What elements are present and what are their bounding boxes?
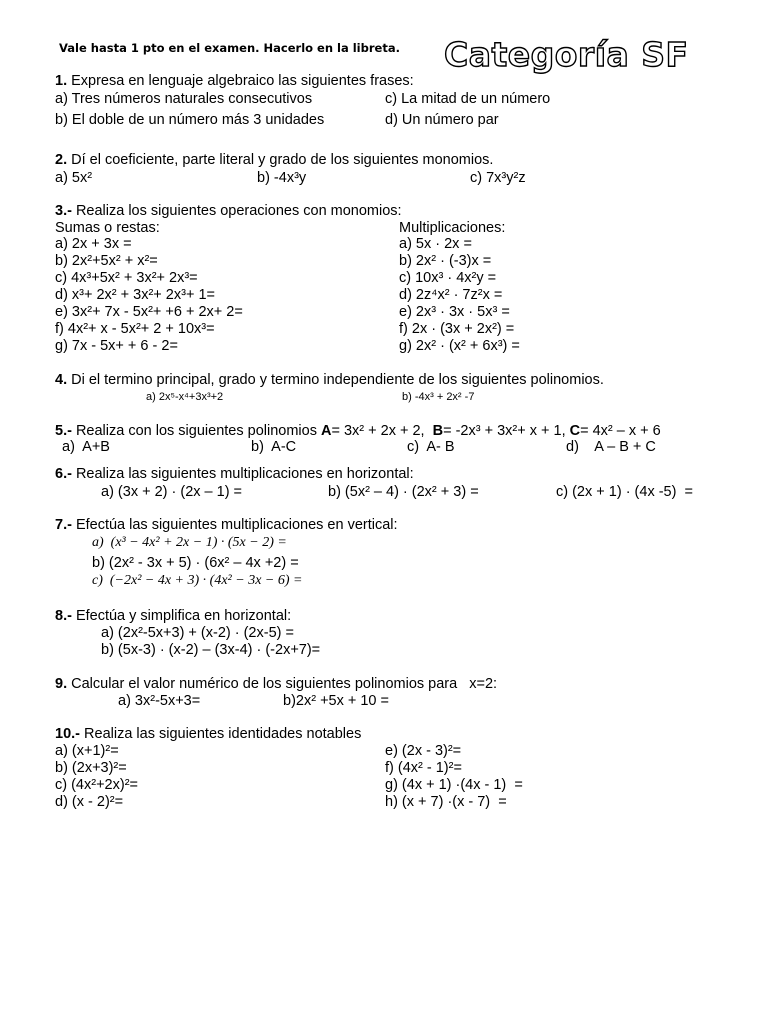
q5-poly-a-label: A bbox=[320, 423, 332, 439]
q8-item-a: a) (2x²-5x+3) + (x-2) · (2x-5) = bbox=[101, 625, 294, 641]
q10-right-item: e) (2x - 3)²= bbox=[385, 743, 462, 759]
q3-left-item: c) 4x³+5x² + 3x²+ 2x³= bbox=[55, 270, 198, 286]
q1-title: Expresa en lenguaje algebraico las siguientes frases: bbox=[67, 73, 414, 89]
q5-poly-c-label: C bbox=[569, 423, 581, 439]
q7-heading bbox=[55, 518, 398, 533]
q4-title: Di el termino principal, grado y termino independiente de los siguientes polinomios. bbox=[67, 372, 604, 388]
q1-item-a: a) Tres números naturales consecutivos bbox=[55, 91, 313, 107]
q4-item-a: a) 2x⁵-x⁴+3x³+2 bbox=[146, 391, 224, 403]
q10-left-item: b) (2x+3)²= bbox=[55, 760, 127, 776]
q2-item-a: a) 5x² bbox=[55, 170, 93, 186]
category-title: Categoría SF bbox=[444, 35, 689, 74]
q3-right-item: c) 10x³ · 4x²y = bbox=[399, 270, 497, 286]
q10-heading bbox=[55, 727, 361, 742]
q10-title: Realiza las siguientes identidades notables bbox=[80, 726, 362, 742]
q5-item-d: d) A – B + C bbox=[566, 439, 656, 455]
q4-item-b: b) -4x³ + 2x² -7 bbox=[402, 391, 475, 403]
q6-heading bbox=[55, 467, 414, 482]
q1-item-d: d) Un número par bbox=[385, 112, 499, 128]
q5-item-b: b) A-C bbox=[251, 439, 297, 455]
q6-title: Realiza las siguientes multiplicaciones en horizontal: bbox=[71, 466, 414, 482]
q2-item-b: b) -4x³y bbox=[257, 170, 307, 186]
q5-poly-a: = 3x² + 2x + 2, bbox=[331, 423, 433, 439]
q7-item-b: b) (2x² - 3x + 5) · (6x² – 4x +2) = bbox=[92, 555, 299, 571]
q8-item-b: b) (5x-3) · (x-2) – (3x-4) · (-2x+7)= bbox=[101, 642, 321, 658]
q9-title: Calcular el valor numérico de los siguientes polinomios para x=2: bbox=[67, 676, 498, 692]
q5-poly-c: = 4x² – x + 6 bbox=[580, 423, 661, 439]
q8-heading bbox=[55, 609, 291, 624]
q3-right-item: e) 2x³ · 3x · 5x³ = bbox=[399, 304, 510, 320]
q3-left-item: f) 4x²+ x - 5x²+ 2 + 10x³= bbox=[55, 321, 215, 337]
q6-number: 6.- bbox=[55, 466, 72, 482]
q3-right-item: d) 2z⁴x² · 7z²x = bbox=[399, 287, 503, 303]
q3-left-item: b) 2x²+5x² + x²= bbox=[55, 253, 158, 269]
q9-item-a: a) 3x²-5x+3= bbox=[118, 693, 201, 709]
q7-item-c: c) (−2x² − 4x + 3) · (4x² − 3x − 6) = bbox=[92, 573, 303, 588]
q3-title: Realiza los siguientes operaciones con monomios: bbox=[71, 203, 402, 219]
q3-right-item: b) 2x² · (-3)x = bbox=[399, 253, 492, 269]
q3-left-item: g) 7x - 5x+ + 6 - 2= bbox=[55, 338, 178, 354]
q4-number: 4. bbox=[55, 372, 68, 388]
q1-item-b: b) El doble de un número más 3 unidades bbox=[55, 112, 325, 128]
q10-left-item: c) (4x²+2x)²= bbox=[55, 777, 138, 793]
q3-number: 3.- bbox=[55, 203, 72, 219]
q10-right-item: g) (4x + 1) ·(4x - 1) = bbox=[385, 777, 523, 793]
q5-title: Realiza con los siguientes polinomios bbox=[71, 423, 321, 439]
q8-number: 8.- bbox=[55, 608, 72, 624]
q7-number: 7.- bbox=[55, 517, 72, 533]
q5-poly-b-label: B bbox=[432, 423, 444, 439]
q5-item-c: c) A- B bbox=[407, 439, 455, 455]
q3-left-item: d) x³+ 2x² + 3x²+ 2x³+ 1= bbox=[55, 287, 215, 303]
q2-heading bbox=[55, 153, 493, 168]
q7-item-a: a) (x³ − 4x² + 2x − 1) · (5x − 2) = bbox=[92, 535, 287, 550]
q1-heading bbox=[55, 74, 414, 89]
q9-heading bbox=[55, 677, 497, 692]
q3-right-heading: Multiplicaciones: bbox=[399, 220, 506, 236]
q2-title: Dí el coeficiente, parte literal y grado de los siguientes monomios. bbox=[67, 152, 494, 168]
q10-right-item: f) (4x² - 1)²= bbox=[385, 760, 462, 776]
q3-left-item: a) 2x + 3x = bbox=[55, 236, 132, 252]
q3-left-heading: Sumas o restas: bbox=[55, 220, 160, 236]
q3-right-item: g) 2x² · (x² + 6x³) = bbox=[399, 338, 520, 354]
q4-heading bbox=[55, 373, 604, 388]
q2-item-c: c) 7x³y²z bbox=[470, 170, 526, 186]
q9-item-b: b)2x² +5x + 10 = bbox=[283, 693, 389, 709]
q5-number: 5.- bbox=[55, 423, 72, 439]
q10-left-item: d) (x - 2)²= bbox=[55, 794, 124, 810]
q6-item-b: b) (5x² – 4) · (2x² + 3) = bbox=[328, 484, 479, 500]
q3-right-item: a) 5x · 2x = bbox=[399, 236, 472, 252]
q1-item-c: c) La mitad de un número bbox=[385, 91, 551, 107]
q7-title: Efectúa las siguientes multiplicaciones en vertical: bbox=[71, 517, 398, 533]
q6-item-c: c) (2x + 1) · (4x -5) = bbox=[556, 484, 693, 500]
q1-number: 1. bbox=[55, 73, 68, 89]
q9-number: 9. bbox=[55, 676, 68, 692]
q5-poly-b: = -2x³ + 3x²+ x + 1, bbox=[443, 423, 570, 439]
q3-right-item: f) 2x · (3x + 2x²) = bbox=[399, 321, 515, 337]
q5-item-a: a) A+B bbox=[62, 439, 110, 455]
q6-item-a: a) (3x + 2) · (2x – 1) = bbox=[101, 484, 243, 500]
q10-left-item: a) (x+1)²= bbox=[55, 743, 119, 759]
q10-number: 10.- bbox=[55, 726, 80, 742]
q5-heading bbox=[55, 424, 661, 439]
q8-title: Efectúa y simplifica en horizontal: bbox=[71, 608, 292, 624]
q2-number: 2. bbox=[55, 152, 68, 168]
header-note: Vale hasta 1 pto en el examen. Hacerlo en la libreta. bbox=[59, 41, 400, 55]
q10-right-item: h) (x + 7) ·(x - 7) = bbox=[385, 794, 507, 810]
q3-heading bbox=[55, 204, 402, 219]
q3-left-item: e) 3x²+ 7x - 5x²+ +6 + 2x+ 2= bbox=[55, 304, 243, 320]
